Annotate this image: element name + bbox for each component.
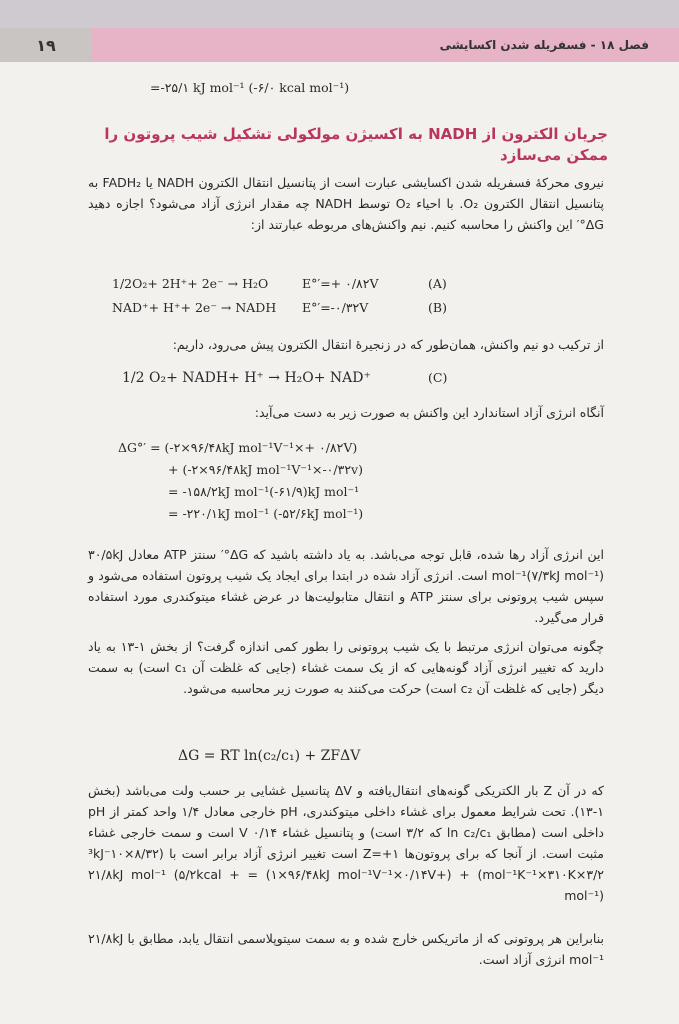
half-reaction-a-potential: E°′=+ ۰/۸۲V	[302, 276, 379, 291]
half-reaction-a-label: (A)	[428, 276, 447, 291]
paragraph-6: که در آن Z بار الکتریکی گونه‌های انتقال‌یافته و ΔV پتانسیل غشایی بر حسب ولت می‌باشد (بخش ۱-۱۳). تحت شرایط معمول برای غشاء داخلی میتوکندری، pH خارجی معادل ۱/۴ واحد کمتر از pH داخلی است (مطابق ln c₂/c₁ که ۳/۲ است) و پتانسیل غشاء ۰/۱۴ V است و سمت خارجی غشاء مثبت است. از آنجا که برای پروتون‌ها Z=+۱ است تغییر انرژی آزاد برابر است با (۸/۳۲×۱۰⁻³kJ mol⁻¹K⁻¹×۳۱۰K×۳/۲) + (+۱×۹۶/۴۸kJ mol⁻¹V⁻¹×۰/۱۴V) = + ۲۱/۸kJ mol⁻¹ (۵/۲kcal mol⁻¹)	[88, 783, 604, 903]
paragraph-3: آنگاه انرژی آزاد استاندارد این واکنش به صورت زیر به دست می‌آید:	[254, 405, 604, 420]
paragraph-7: بنابراین هر پروتونی که از ماتریکس خارج شده و به سمت سیتوپلاسمی انتقال یابد، مطابق با ۲۱/۸kJ mol⁻¹ انرژی آزاد است.	[88, 931, 604, 967]
page-body	[0, 62, 679, 1024]
paragraph-2: از ترکیب دو نیم واکنش، همان‌طور که در زنجیرهٔ انتقال الکترون پیش می‌رود، داریم:	[172, 337, 604, 352]
page-number: ۱۹	[0, 28, 92, 62]
reaction-c-label: (C)	[428, 370, 448, 385]
calc-line-2: + (-۲×۹۶/۴۸kJ mol⁻¹V⁻¹×-۰/۳۲v)	[168, 462, 363, 477]
top-band	[0, 0, 679, 28]
calc-line-4: = -۲۲۰/۱kJ mol⁻¹ (-۵۲/۶kJ mol⁻¹)	[168, 506, 364, 521]
half-reaction-b-label: (B)	[428, 300, 447, 315]
half-reaction-b-potential: E°′=-۰/۳۲V	[302, 300, 369, 315]
paragraph-5: چگونه می‌توان انرژی مرتبط با یک شیب پروتونی را بطور کمی اندازه گرفت؟ از بخش ۱-۱۳ به یاد دارید که تغییر انرژی آزاد گونه‌هایی که از یک سمت غشاء (جایی که غلظت آن c₁ است) به سمت دیگر (جایی که غلظت آن c₂ است) حرکت می‌کنند به صورت زیر محاسبه می‌شود.	[88, 639, 604, 696]
calc-line-3: = -۱۵۸/۲kJ mol⁻¹(-۶۱/۹)kJ mol⁻¹	[168, 484, 360, 499]
paragraph-4: این انرژی آزاد رها شده، قابل توجه می‌باشد. به یاد داشته باشید که ΔG°′ سنتز ATP معادل ۳۰/۵kJ mol⁻¹(۷/۳kJ mol⁻¹) است. انرژی آزاد شده در ابتدا برای ایجاد یک شیب پروتون استفاده می‌شود و سپس شیب پروتونی برای سنتز ATP و انتقال متابولیت‌ها در عرض غشاء میتوکندری مورد استفاده قرار می‌گیرد.	[88, 547, 604, 625]
equation-dg: ΔG = RT ln(c₂/c₁) + ZFΔV	[178, 748, 361, 764]
top-equation: =-۲۵/۱ kJ mol⁻¹ (-۶/۰ kcal mol⁻¹)	[150, 80, 350, 95]
paragraph-1: نیروی محرکهٔ فسفریله شدن اکسایشی عبارت است از پتانسیل انتقال الکترون NADH یا FADH₂ به پتانسیل انتقال الکترون O₂. با احیاء O₂ توسط NADH چه مقدار انرژی آزاد می‌شود؟ اجازه دهید ΔG°′ این واکنش را محاسبه کنیم. نیم واکنش‌های مربوطه عبارتند از:	[88, 175, 605, 232]
section-heading: جریان الکترون از NADH به اکسیژن مولکولی تشکیل شیب پروتون را ممکن می‌سازد	[104, 125, 608, 164]
reaction-c: 1/2 O₂+ NADH+ H⁺ → H₂O+ NAD⁺	[122, 370, 371, 386]
half-reaction-a: 1/2O₂+ 2H⁺+ 2e⁻ → H₂O	[112, 276, 269, 291]
half-reaction-b: NAD⁺+ H⁺+ 2e⁻ → NADH	[112, 300, 277, 315]
calc-line-1: ΔG°′ = (-۲×۹۶/۴۸kJ mol⁻¹V⁻¹×+ ۰/۸۲V)	[118, 440, 358, 455]
chapter-title: فصل ۱۸ - فسفریله شدن اکسایشی	[439, 38, 649, 52]
